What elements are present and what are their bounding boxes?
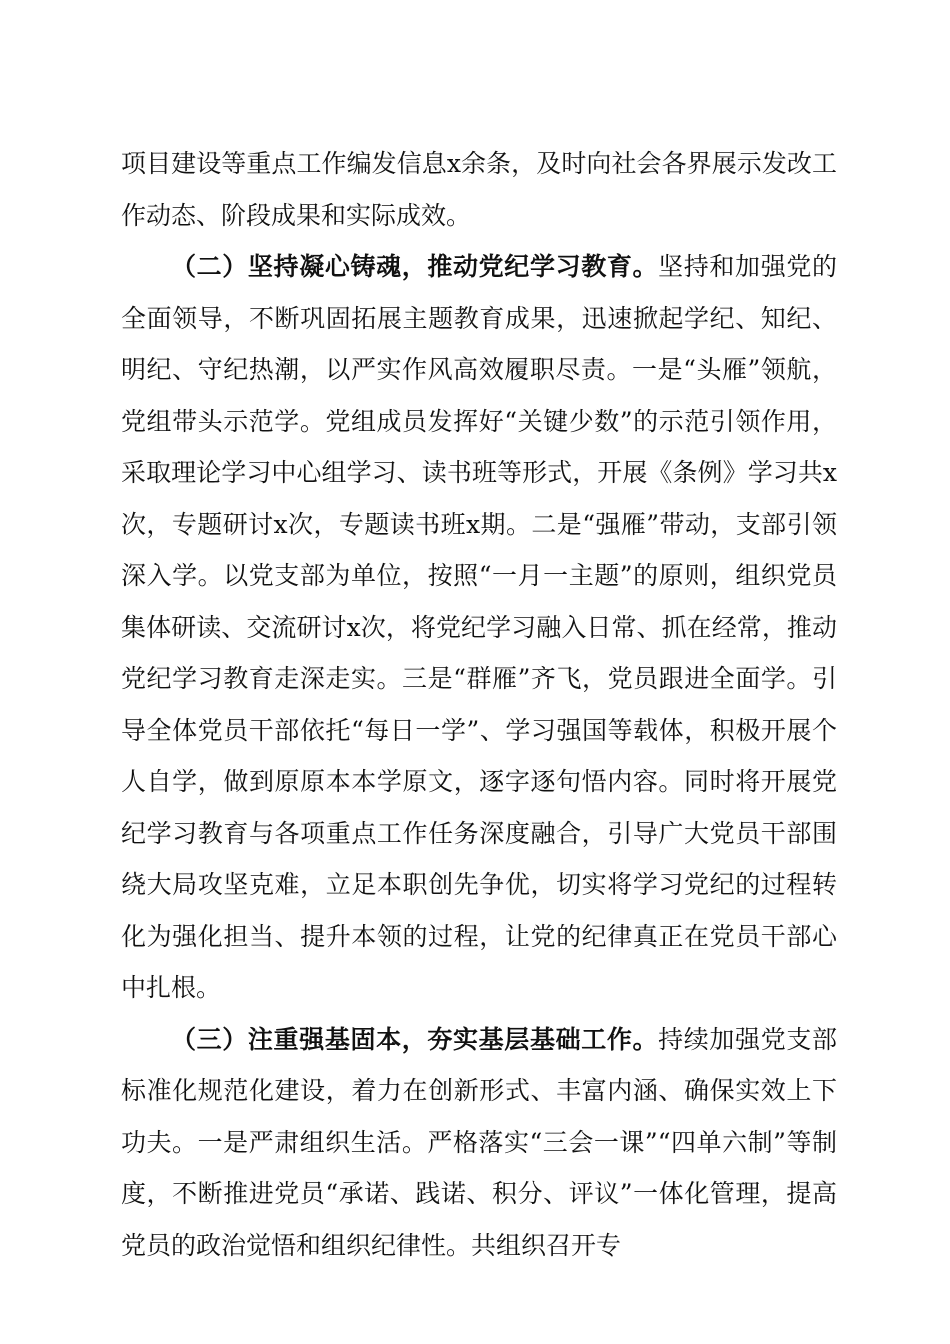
section-two-heading: （二）坚持凝心铸魂，推动党纪学习教育。 (171, 252, 659, 281)
paragraph-1-text: 项目建设等重点工作编发信息x余条，及时向社会各界展示发改工作动态、阶段成果和实际成效。 (121, 149, 837, 230)
section-three-heading: （三）注重强基固本，夯实基层基础工作。 (171, 1024, 659, 1054)
document-body (121, 138, 837, 1271)
paragraph-section-three (121, 1014, 837, 1272)
section-three-text: 持续加强党支部标准化规范化建设，着力在创新形式、丰富内涵、确保实效上下功夫。一是严肃组织生活。严格落实“三会一课”“四单六制”等制度，不断推进党员“承诺、践诺、积分、评议”一体化管理，提高党员的政治觉悟和组织纪律性。共组织召开专 (121, 1024, 837, 1260)
paragraph-continuation (121, 138, 837, 241)
paragraph-section-two (121, 241, 837, 1014)
section-two-text: 坚持和加强党的全面领导，不断巩固拓展主题教育成果，迅速掀起学纪、知纪、明纪、守纪热潮，以严实作风高效履职尽责。一是“头雁”领航，党组带头示范学。党组成员发挥好“关键少数”的示范引领作用，采取理论学习中心组学习、读书班等形式，开展《条例》学习共x次，专题研讨x次，专题读书班x期。二是“强雁”带动，支部引领深入学。以党支部为单位，按照“一月一主题”的原则，组织党员集体研读、交流研讨x次，将党纪学习融入日常、抓在经常，推动党纪学习教育走深走实。三是“群雁”齐飞，党员跟进全面学。引导全体党员干部依托“每日一学”、学习强国等载体，积极开展个人自学，做到原原本本学原文，逐字逐句悟内容。同时将开展党纪学习教育与各项重点工作任务深度融合，引导广大党员干部围绕大局攻坚克难，立足本职创先争优，切实将学习党纪的过程转化为强化担当、提升本领的过程，让党的纪律真正在党员干部心中扎根。 (121, 252, 837, 1002)
